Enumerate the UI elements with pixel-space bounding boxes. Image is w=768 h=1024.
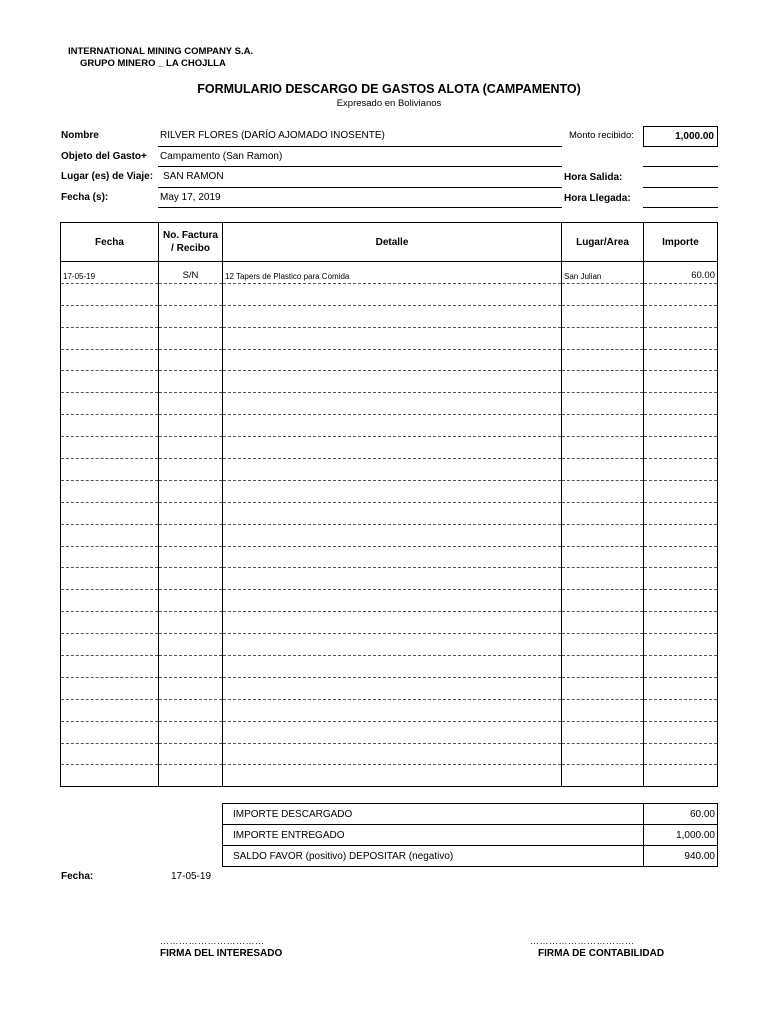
footer-fecha-label: Fecha: (61, 871, 94, 882)
table-cell-empty (644, 699, 718, 721)
table-cell-empty (159, 765, 223, 787)
table-cell-empty (159, 568, 223, 590)
table-cell-empty (159, 349, 223, 371)
table-cell-empty (61, 393, 159, 415)
monto-label: Monto recibido: (569, 130, 634, 141)
table-cell-empty (61, 437, 159, 459)
row-importe: 60.00 (644, 262, 718, 284)
table-row-empty (61, 415, 718, 437)
table-cell-empty (223, 765, 562, 787)
table-cell-empty (223, 459, 562, 481)
table-cell-empty (223, 590, 562, 612)
header-importe: Importe (644, 223, 718, 262)
fecha-value: May 17, 2019 (160, 192, 221, 203)
row-factura: S/N (159, 262, 223, 284)
table-cell-empty (61, 699, 159, 721)
hora-salida-field (643, 187, 718, 188)
table-row-empty (61, 437, 718, 459)
table-cell-empty (61, 721, 159, 743)
table-cell-empty (562, 524, 644, 546)
table-cell-empty (61, 305, 159, 327)
table-cell-empty (159, 699, 223, 721)
table-cell-empty (223, 437, 562, 459)
totals-table (222, 803, 718, 867)
table-cell-empty (159, 634, 223, 656)
hora-llegada-label: Hora Llegada: (564, 193, 631, 204)
table-cell-empty (223, 677, 562, 699)
table-cell-empty (562, 371, 644, 393)
table-cell-empty (159, 415, 223, 437)
table-cell-empty (562, 721, 644, 743)
header-fecha: Fecha (61, 223, 159, 262)
table-cell-empty (644, 568, 718, 590)
table-cell-empty (644, 590, 718, 612)
total-row-saldo (223, 846, 718, 867)
company-group: GRUPO MINERO _ LA CHOJLLA (80, 58, 226, 69)
table-cell-empty (159, 371, 223, 393)
nombre-underline (158, 146, 562, 147)
objeto-value: Campamento (San Ramon) (160, 151, 283, 162)
fecha-label: Fecha (s): (61, 192, 109, 203)
table-cell-empty (644, 524, 718, 546)
table-cell-empty (562, 480, 644, 502)
table-cell-empty (644, 743, 718, 765)
table-cell-empty (223, 743, 562, 765)
table-cell-empty (159, 524, 223, 546)
table-cell-empty (61, 568, 159, 590)
lugar-value: SAN RAMON (163, 171, 224, 182)
table-cell-empty (61, 546, 159, 568)
total-row-descargado (223, 804, 718, 825)
table-cell-empty (562, 743, 644, 765)
table-cell-empty (644, 459, 718, 481)
table-row (61, 262, 718, 284)
header-factura: No. Factura / Recibo (159, 223, 223, 262)
table-cell-empty (644, 502, 718, 524)
table-cell-empty (61, 327, 159, 349)
total-value: 60.00 (644, 804, 718, 825)
firma-contabilidad-label: FIRMA DE CONTABILIDAD (538, 948, 665, 959)
table-cell-empty (644, 721, 718, 743)
table-header-row (61, 223, 718, 262)
table-cell-empty (223, 699, 562, 721)
table-cell-empty (61, 634, 159, 656)
table-cell-empty (562, 590, 644, 612)
table-cell-empty (61, 371, 159, 393)
table-cell-empty (159, 502, 223, 524)
table-cell-empty (223, 283, 562, 305)
total-label: IMPORTE DESCARGADO (223, 804, 644, 825)
table-cell-empty (562, 568, 644, 590)
table-row-empty (61, 305, 718, 327)
table-cell-empty (159, 480, 223, 502)
table-cell-empty (644, 612, 718, 634)
table-cell-empty (159, 393, 223, 415)
nombre-value: RILVER FLORES (DARÍO AJOMADO INOSENTE) (160, 130, 385, 141)
table-cell-empty (562, 459, 644, 481)
table-cell-empty (223, 480, 562, 502)
table-cell-empty (159, 327, 223, 349)
table-cell-empty (223, 546, 562, 568)
table-cell-empty (223, 349, 562, 371)
table-cell-empty (562, 612, 644, 634)
table-cell-empty (562, 677, 644, 699)
table-cell-empty (61, 480, 159, 502)
hora-llegada-field (643, 207, 718, 208)
table-cell-empty (159, 546, 223, 568)
table-row-empty (61, 480, 718, 502)
table-cell-empty (223, 393, 562, 415)
table-cell-empty (61, 415, 159, 437)
table-cell-empty (159, 677, 223, 699)
table-row-empty (61, 393, 718, 415)
table-cell-empty (159, 612, 223, 634)
table-cell-empty (223, 524, 562, 546)
table-cell-empty (223, 656, 562, 678)
table-cell-empty (159, 743, 223, 765)
table-cell-empty (223, 371, 562, 393)
table-cell-empty (562, 393, 644, 415)
table-cell-empty (562, 546, 644, 568)
table-cell-empty (159, 656, 223, 678)
table-cell-empty (644, 765, 718, 787)
table-cell-empty (562, 765, 644, 787)
table-cell-empty (644, 327, 718, 349)
table-cell-empty (644, 305, 718, 327)
monto-value: 1,000.00 (675, 131, 714, 142)
table-cell-empty (223, 327, 562, 349)
table-cell-empty (644, 546, 718, 568)
objeto-underline (158, 166, 562, 167)
table-row-empty (61, 612, 718, 634)
table-cell-empty (644, 480, 718, 502)
header-detalle: Detalle (223, 223, 562, 262)
table-cell-empty (644, 656, 718, 678)
table-row-empty (61, 634, 718, 656)
table-cell-empty (61, 459, 159, 481)
table-cell-empty (61, 590, 159, 612)
table-cell-empty (644, 634, 718, 656)
row-fecha: 17-05-19 (61, 262, 159, 284)
fecha-underline (158, 207, 562, 208)
table-cell-empty (644, 393, 718, 415)
table-cell-empty (61, 656, 159, 678)
table-cell-empty (644, 349, 718, 371)
table-cell-empty (644, 677, 718, 699)
table-cell-empty (562, 327, 644, 349)
table-cell-empty (159, 283, 223, 305)
table-row-empty (61, 524, 718, 546)
table-cell-empty (61, 677, 159, 699)
table-cell-empty (159, 437, 223, 459)
form-subtitle: Expresado en Bolivianos (336, 98, 442, 109)
table-cell-empty (644, 283, 718, 305)
table-row-empty (61, 546, 718, 568)
table-cell-empty (61, 524, 159, 546)
total-value: 1,000.00 (644, 825, 718, 846)
table-cell-empty (223, 612, 562, 634)
table-row-empty (61, 699, 718, 721)
table-cell-empty (159, 459, 223, 481)
table-cell-empty (562, 502, 644, 524)
objeto-label: Objeto del Gasto+ (61, 151, 147, 162)
table-row-empty (61, 656, 718, 678)
table-cell-empty (223, 568, 562, 590)
monto-box (643, 126, 718, 147)
row-lugar: San Julian (562, 262, 644, 284)
form-title: FORMULARIO DESCARGO DE GASTOS ALOTA (CAMPAMENTO) (197, 82, 581, 96)
expense-table (60, 222, 718, 787)
table-cell-empty (61, 612, 159, 634)
table-row-empty (61, 283, 718, 305)
table-row-empty (61, 568, 718, 590)
firma-interesado-label: FIRMA DEL INTERESADO (160, 948, 283, 959)
total-value: 940.00 (644, 846, 718, 867)
header-lugar: Lugar/Area (562, 223, 644, 262)
table-row-empty (61, 502, 718, 524)
table-row-empty (61, 721, 718, 743)
table-cell-empty (644, 437, 718, 459)
table-cell-empty (644, 415, 718, 437)
table-cell-empty (61, 765, 159, 787)
company-name: INTERNATIONAL MINING COMPANY S.A. (68, 46, 254, 57)
table-cell-empty (61, 502, 159, 524)
table-cell-empty (644, 371, 718, 393)
table-cell-empty (562, 283, 644, 305)
table-cell-empty (562, 349, 644, 371)
table-row-empty (61, 590, 718, 612)
signature-line-interesado: …………………………… (160, 936, 265, 946)
total-label: IMPORTE ENTREGADO (223, 825, 644, 846)
signature-line-contabilidad: …………………………… (530, 936, 635, 946)
table-cell-empty (562, 699, 644, 721)
table-row-empty (61, 743, 718, 765)
table-cell-empty (562, 656, 644, 678)
lugar-underline (158, 187, 562, 188)
table-cell-empty (159, 590, 223, 612)
table-cell-empty (223, 634, 562, 656)
table-cell-empty (159, 305, 223, 327)
table-cell-empty (159, 721, 223, 743)
nombre-label: Nombre (61, 130, 99, 141)
table-cell-empty (223, 502, 562, 524)
table-cell-empty (562, 437, 644, 459)
table-cell-empty (223, 415, 562, 437)
lugar-label: Lugar (es) de Viaje: (61, 171, 154, 182)
table-cell-empty (562, 415, 644, 437)
table-cell-empty (61, 743, 159, 765)
monto-underline (643, 166, 718, 167)
table-cell-empty (223, 721, 562, 743)
table-row-empty (61, 371, 718, 393)
table-row-empty (61, 327, 718, 349)
table-row-empty (61, 459, 718, 481)
table-row-empty (61, 677, 718, 699)
table-cell-empty (61, 283, 159, 305)
table-cell-empty (562, 305, 644, 327)
total-row-entregado (223, 825, 718, 846)
table-cell-empty (223, 305, 562, 327)
table-cell-empty (61, 349, 159, 371)
table-row-empty (61, 349, 718, 371)
table-row-empty (61, 765, 718, 787)
footer-fecha-value: 17-05-19 (171, 871, 212, 882)
total-label: SALDO FAVOR (positivo) DEPOSITAR (negativo) (223, 846, 644, 867)
row-detalle: 12 Tapers de Plastico para Comida (223, 262, 562, 284)
hora-salida-label: Hora Salida: (564, 172, 623, 183)
table-cell-empty (562, 634, 644, 656)
